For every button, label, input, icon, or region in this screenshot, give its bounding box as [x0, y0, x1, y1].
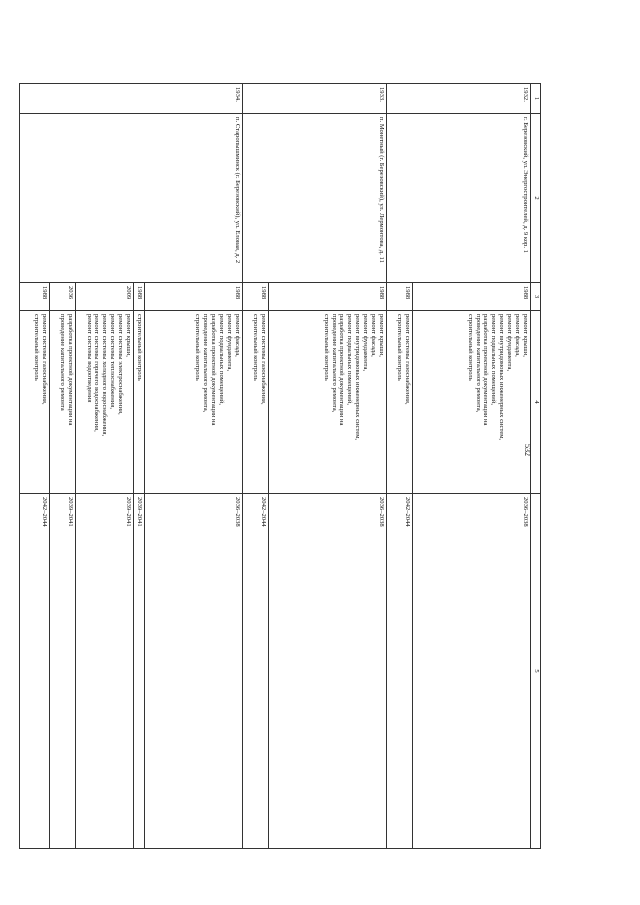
table-row [269, 84, 387, 849]
address-cell: п. Монетный (г. Березовский), ул. Лермонтова, д. 11 [243, 114, 387, 283]
address-cell: п. Старопышминск (г. Березовский), ул. Еловая, д. 2 [20, 114, 243, 283]
work-item: ремонт системы газоснабжения, [260, 314, 267, 405]
header-col-1: 1 [531, 84, 541, 114]
work-item: строительный контроль [322, 314, 330, 381]
work-item: ремонт системы газоснабжения, [404, 314, 411, 405]
work-item: ремонт системы холодного водоснабжения, [101, 314, 109, 437]
period-cell: 2036–2038 [145, 494, 243, 849]
period-cell: 2042–2044 [243, 494, 269, 849]
works-cell [50, 311, 76, 494]
work-item: строительный контроль [466, 314, 474, 381]
year-cell: 1988 [134, 283, 145, 311]
work-item: разработка проектной документации на [210, 314, 218, 426]
work-item: строительный контроль [252, 314, 260, 381]
work-item: строительный контроль [194, 314, 202, 381]
period-cell: 2039–2041 [134, 494, 145, 849]
period-cell: 2039–2041 [50, 494, 76, 849]
address-cell: г. Березовский, ул. Энергостроителей, д. 9 кор. 1 [387, 114, 531, 283]
work-item: проведение капитального ремонта, [474, 314, 482, 413]
works-cell [413, 311, 531, 494]
works-cell [387, 311, 413, 494]
work-item: строительный контроль [33, 314, 41, 381]
table-row [145, 84, 243, 849]
work-item: ремонт системы горячего водоснабжения, [93, 314, 101, 432]
period-cell: 2036–2038 [413, 494, 531, 849]
period-cell: 2039–2041 [76, 494, 134, 849]
work-item: ремонт внутридомовых инженерных систем, [498, 314, 506, 441]
work-item: строительный контроль [396, 314, 404, 381]
work-item: ремонт фасада, [370, 314, 378, 357]
table-body [20, 84, 531, 849]
works-cell [145, 311, 243, 494]
work-item: ремонт подвальных помещений, [218, 314, 226, 405]
work-item: ремонт крыши, [125, 314, 133, 357]
row-number: 1932. [387, 84, 531, 114]
work-item: ремонт системы электроснабжения, [117, 314, 125, 415]
works-cell [269, 311, 387, 494]
work-item: ремонт фундамента, [506, 314, 514, 372]
work-item: проведение капитального ремонта [59, 314, 67, 411]
year-cell: 1988 [413, 283, 531, 311]
row-number: 1934. [20, 84, 243, 114]
year-cell: 2009 [76, 283, 134, 311]
year-cell: 1988 [243, 283, 269, 311]
work-item: ремонт подвальных помещений, [346, 314, 354, 405]
work-item: ремонт фундамента, [226, 314, 234, 372]
work-item: ремонт фундамента, [362, 314, 370, 372]
year-cell: 2036 [50, 283, 76, 311]
year-cell: 1988 [145, 283, 243, 311]
period-cell: 2042–2044 [387, 494, 413, 849]
header-col-5: 5 [531, 494, 541, 849]
work-item: ремонт фасада, [514, 314, 522, 357]
period-cell: 2042–2044 [20, 494, 50, 849]
work-item: разработка проектной документации на [338, 314, 346, 426]
works-cell [134, 311, 145, 494]
header-col-3: 3 [531, 283, 541, 311]
work-item: ремонт подвальных помещений, [490, 314, 498, 405]
work-item: ремонт системы газоснабжения, [41, 314, 49, 405]
row-number: 1933. [243, 84, 387, 114]
capital-repair-table [19, 83, 541, 849]
period-cell: 2036–2038 [269, 494, 387, 849]
year-cell: 1988 [20, 283, 50, 311]
year-cell: 1988 [269, 283, 387, 311]
table-row [413, 84, 531, 849]
year-cell: 1988 [387, 283, 413, 311]
work-item: строительный контроль [136, 314, 143, 381]
works-cell [76, 311, 134, 494]
work-item: ремонт системы теплоснабжения, [109, 314, 117, 409]
header-col-4: 4 [531, 311, 541, 494]
work-item: проведение капитального ремонта, [330, 314, 338, 413]
work-item: ремонт фасада, [234, 314, 241, 357]
works-cell [243, 311, 269, 494]
work-item: разработка проектной документации на [67, 314, 75, 426]
work-item: ремонт крыши, [378, 314, 385, 357]
work-item: ремонт крыши, [522, 314, 529, 357]
header-col-2: 2 [531, 114, 541, 283]
work-item: разработка проектной документации на [482, 314, 490, 426]
works-cell [20, 311, 50, 494]
work-item: ремонт системы водоотведения [85, 314, 93, 403]
work-item: ремонт внутридомовых инженерных систем, [354, 314, 362, 441]
header-row [531, 84, 541, 849]
rotated-table-frame [33, 83, 541, 848]
work-item: проведение капитального ремонта, [202, 314, 210, 413]
